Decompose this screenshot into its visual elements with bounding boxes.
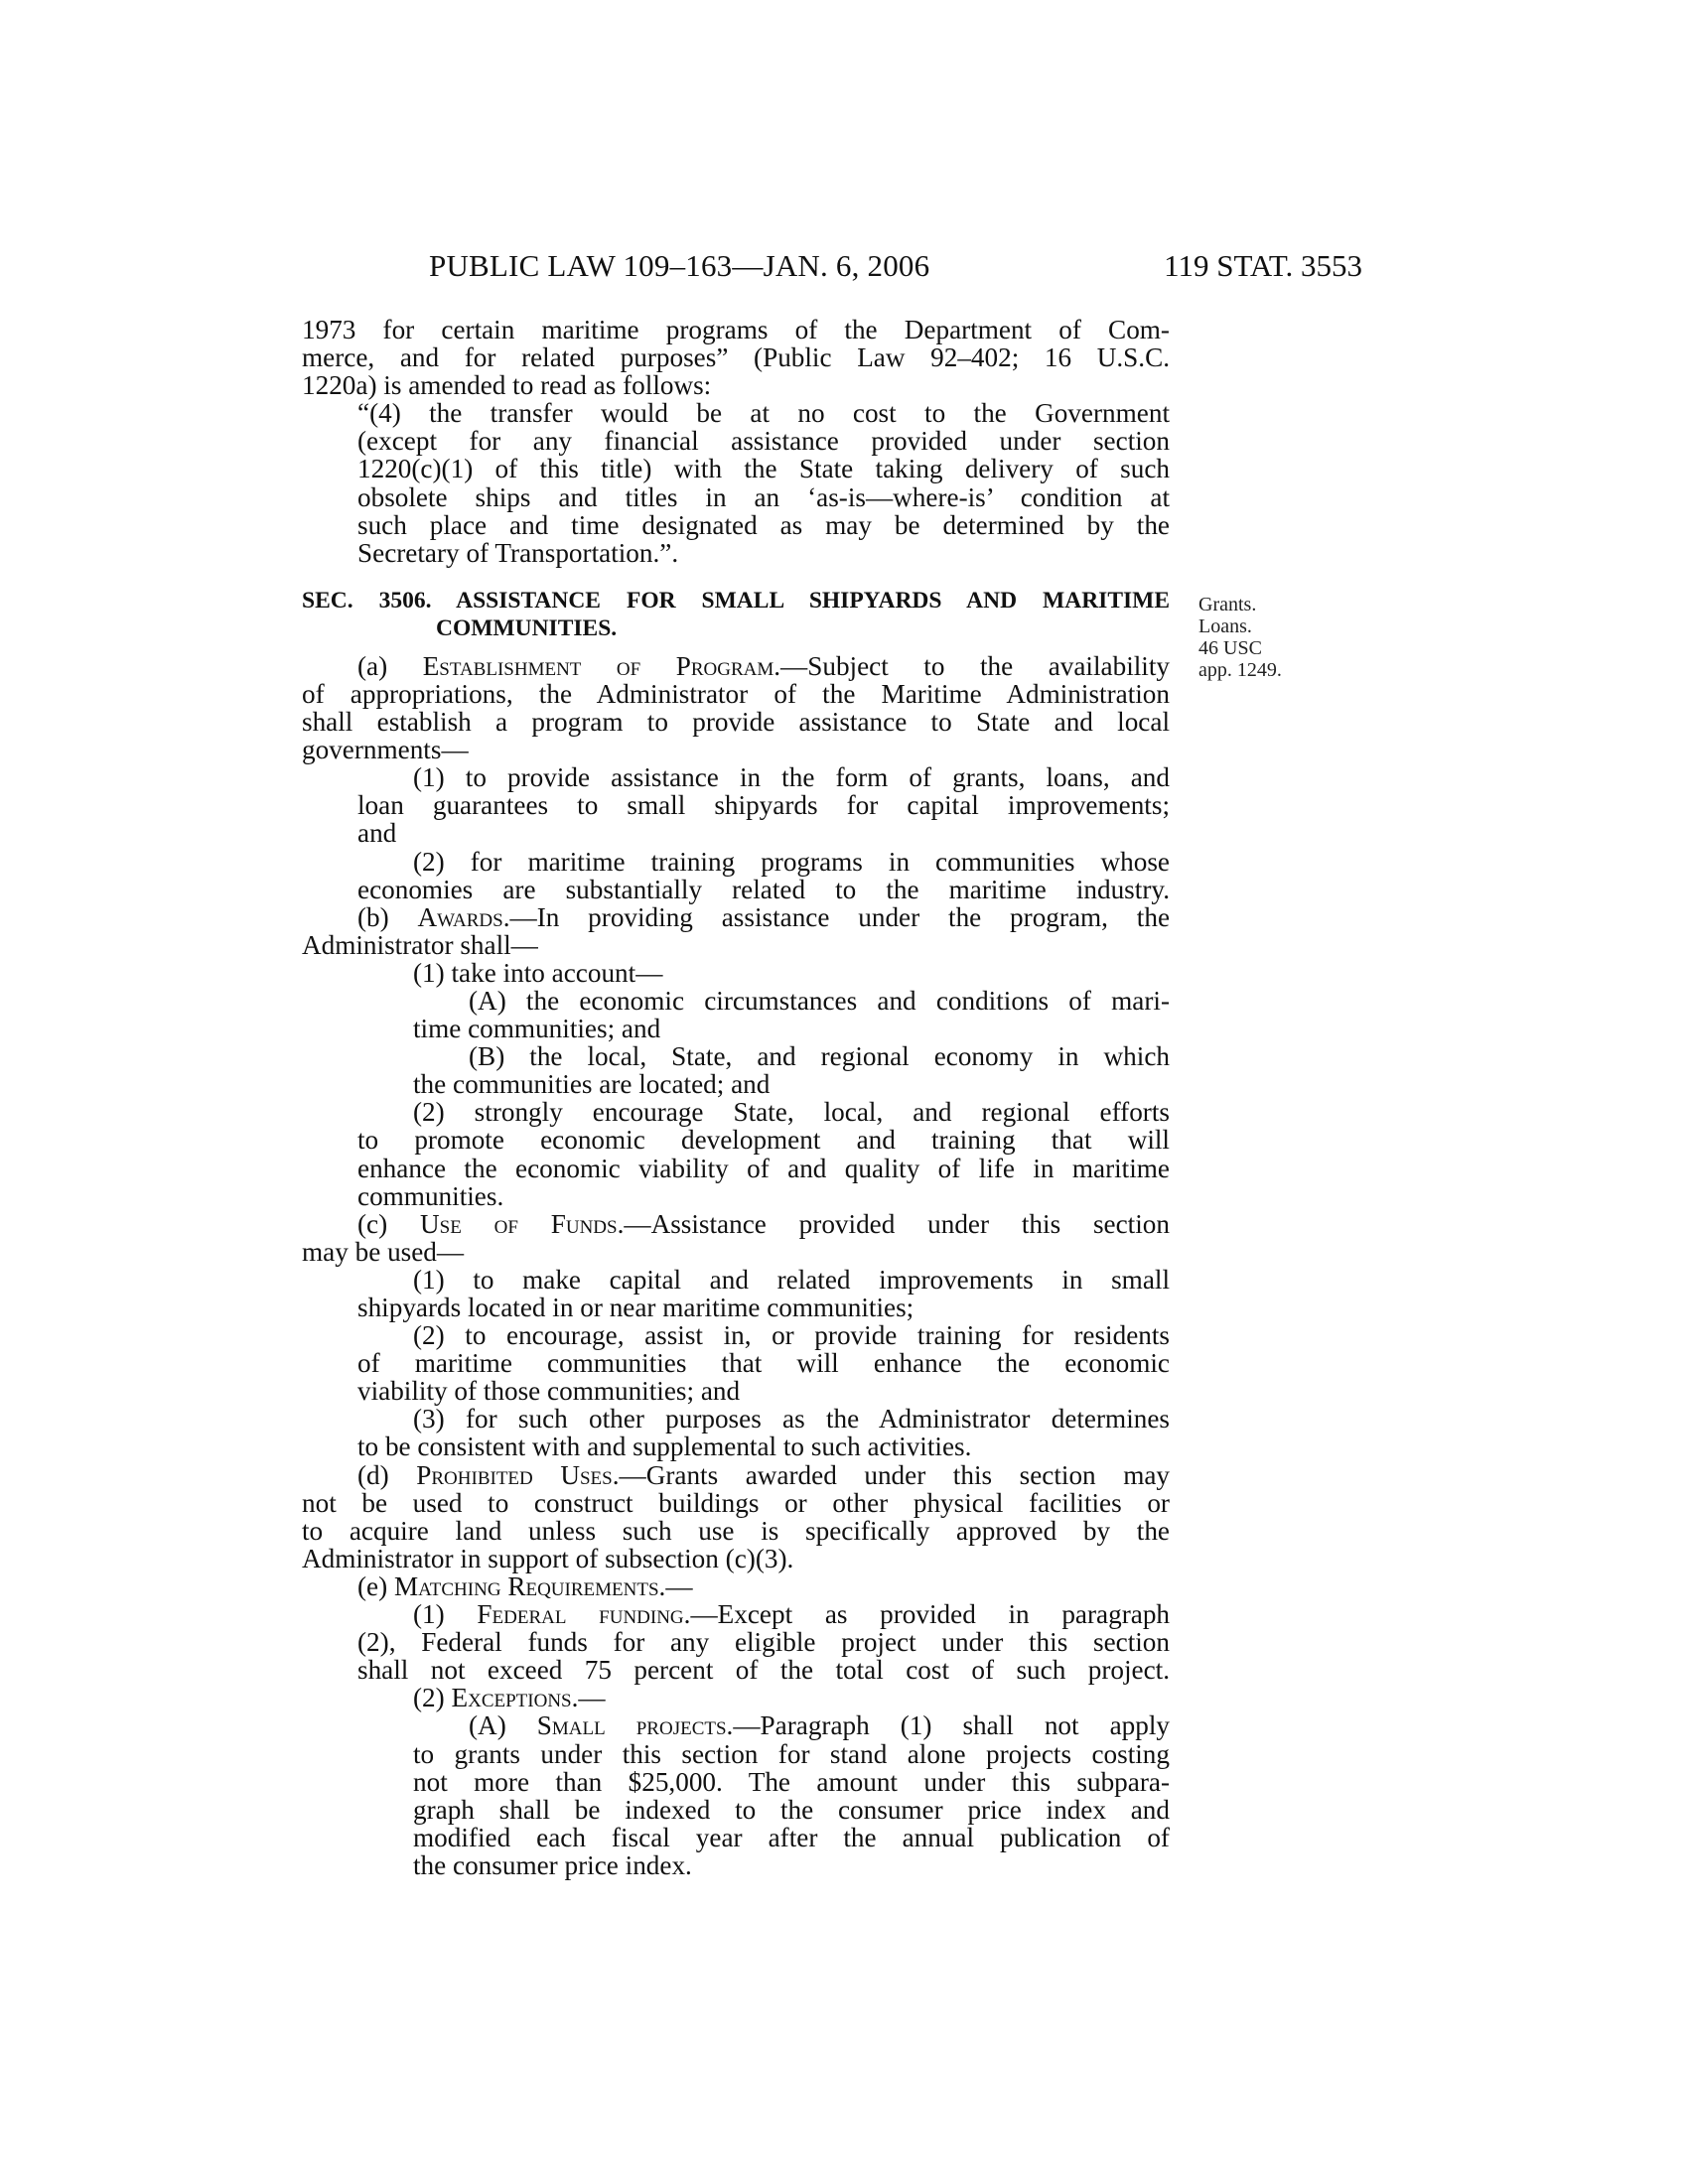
text-line: (B) the local, State, and regional economy in which [469,1041,1170,1072]
subsection-heading: Matching Requirements [393,1570,659,1601]
subsection-label: (c) [357,1208,420,1239]
text-line: of appropriations, the Administrator of the Maritime Administration [302,678,1170,709]
text-line: graph shall be indexed to the consumer price index and [413,1794,1170,1825]
margin-note-line: 46 USC [1198,637,1262,659]
text-line: communities. [357,1180,504,1211]
subsection-text: .—Assistance provided under this section [617,1208,1170,1239]
subsection-heading: Awards [417,901,503,932]
page-number: 119 STAT. 3553 [1164,248,1362,283]
text-line: modified each fiscal year after the annual publication of [413,1822,1170,1852]
text-line: Administrator shall— [302,929,538,960]
text-line: (1) take into account— [413,957,663,988]
text-line: enhance the economic viability of and quality of life in maritime [357,1153,1170,1183]
paragraph-text: .—Except as provided in paragraph [683,1599,1171,1630]
text-line: (1) to make capital and related improvements in small [413,1264,1170,1295]
margin-note-line: Loans. [1198,615,1252,637]
subsection-heading: Use of Funds [420,1208,618,1239]
subsection-label: (a) [357,650,423,681]
running-head: PUBLIC LAW 109–163—JAN. 6, 2006 [429,248,930,283]
text-line: may be used— [302,1236,465,1267]
subparagraph-heading: Small projects [536,1710,727,1741]
text-line: obsolete ships and titles in an ‘as-is—where-is’ condition at [357,481,1170,512]
paragraph-label: (1) [413,1599,478,1630]
text-line: shall establish a program to provide assistance to State and local [302,707,1170,738]
subsection-d [302,1461,1170,1489]
subsection-text: .—Grants awarded under this section may [612,1459,1171,1490]
text-line: 1220(c)(1) of this title) with the State taking delivery of such [357,454,1170,484]
subsection-heading: Prohibited Uses [416,1459,613,1490]
text-line: shipyards located in or near maritime communities; [357,1293,914,1322]
text-line: not more than $25,000. The amount under this subpara- [413,1766,1170,1797]
text-line: governments— [302,735,469,765]
section-heading-line: COMMUNITIES. [436,614,618,641]
text-line: to acquire land unless such use is specifically approved by the [302,1515,1170,1546]
subsection-label: (b) [357,901,418,932]
subsection-e [302,1572,1170,1600]
text-line: not be used to construct buildings or other physical facilities or [302,1487,1170,1518]
subsection-text: .— [658,1570,693,1601]
text-line: Administrator in support of subsection (c)(3). [302,1543,794,1573]
text-line: the communities are located; and [413,1069,771,1100]
margin-note-line: Grants. [1198,594,1257,615]
text-line: loan guarantees to small shipyards for capital improvements; [357,790,1170,821]
subsection-text: .—In providing assistance under the program, the [502,901,1171,932]
text-line: (except for any financial assistance provided under section [357,426,1170,457]
text-line: (2) for maritime training programs in communities whose [413,846,1170,877]
subsection-b [302,903,1170,931]
subsection-heading: Establishment of Program [422,650,774,681]
paragraph-heading: Federal funding [477,1599,684,1630]
text-line: of maritime communities that will enhance the economic [357,1348,1170,1379]
text-line: 1220a) is amended to read as follows: [302,370,712,401]
subparagraph-label: (A) [469,1710,537,1741]
paragraph-e2 [302,1684,1170,1711]
subsection-text: .—Subject to the availability [774,650,1170,681]
paragraph-label: (2) [413,1683,452,1713]
paragraph-heading: Exceptions [451,1683,572,1713]
margin-note-line: app. 1249. [1198,659,1282,681]
text-line: to grants under this section for stand alone projects costing [413,1738,1170,1769]
text-line: “(4) the transfer would be at no cost to the Government [357,398,1170,429]
paragraph-e1 [302,1600,1170,1628]
text-line: merce, and for related purposes” (Public Law 92–402; 16 U.S.C. [302,342,1170,373]
section-heading-line: SEC. 3506. ASSISTANCE FOR SMALL SHIPYARDS AND MARITIME [302,587,1170,614]
text-line: economies are substantially related to the maritime industry. [357,874,1170,904]
section-heading [302,587,1170,642]
text-line: (2) strongly encourage State, local, and regional efforts [413,1097,1170,1128]
subparagraph-e2a [302,1711,1170,1739]
text-line: to be consistent with and supplemental to such activities. [357,1432,972,1462]
text-line: Secretary of Transportation.”. [357,537,679,568]
margin-note [1198,594,1282,681]
text-line: time communities; and [413,1014,661,1044]
paragraph-text: .— [571,1683,606,1713]
text-line: to promote economic development and training that will [357,1125,1170,1156]
subsection-c [302,1210,1170,1238]
text-line: (3) for such other purposes as the Administrator determines [413,1404,1170,1434]
text-line: viability of those communities; and [357,1376,741,1407]
text-line: shall not exceed 75 percent of the total cost of such project. [357,1655,1170,1686]
text-line: and [357,818,397,849]
subparagraph-text: .—Paragraph (1) shall not apply [726,1710,1170,1741]
text-line: the consumer price index. [413,1849,692,1880]
text-line: 1973 for certain maritime programs of the Department of Com- [302,315,1170,344]
subsection-label: (d) [357,1459,417,1490]
text-line: (A) the economic circumstances and conditions of mari- [469,985,1170,1016]
subsection-label: (e) [357,1570,394,1601]
text-line: (1) to provide assistance in the form of grants, loans, and [413,762,1170,793]
text-line: such place and time designated as may be determined by the [357,509,1170,540]
text-line: (2), Federal funds for any eligible project under this section [357,1627,1170,1658]
text-line: (2) to encourage, assist in, or provide training for residents [413,1320,1170,1351]
body-text [302,316,1170,1879]
subsection-a [302,652,1170,680]
